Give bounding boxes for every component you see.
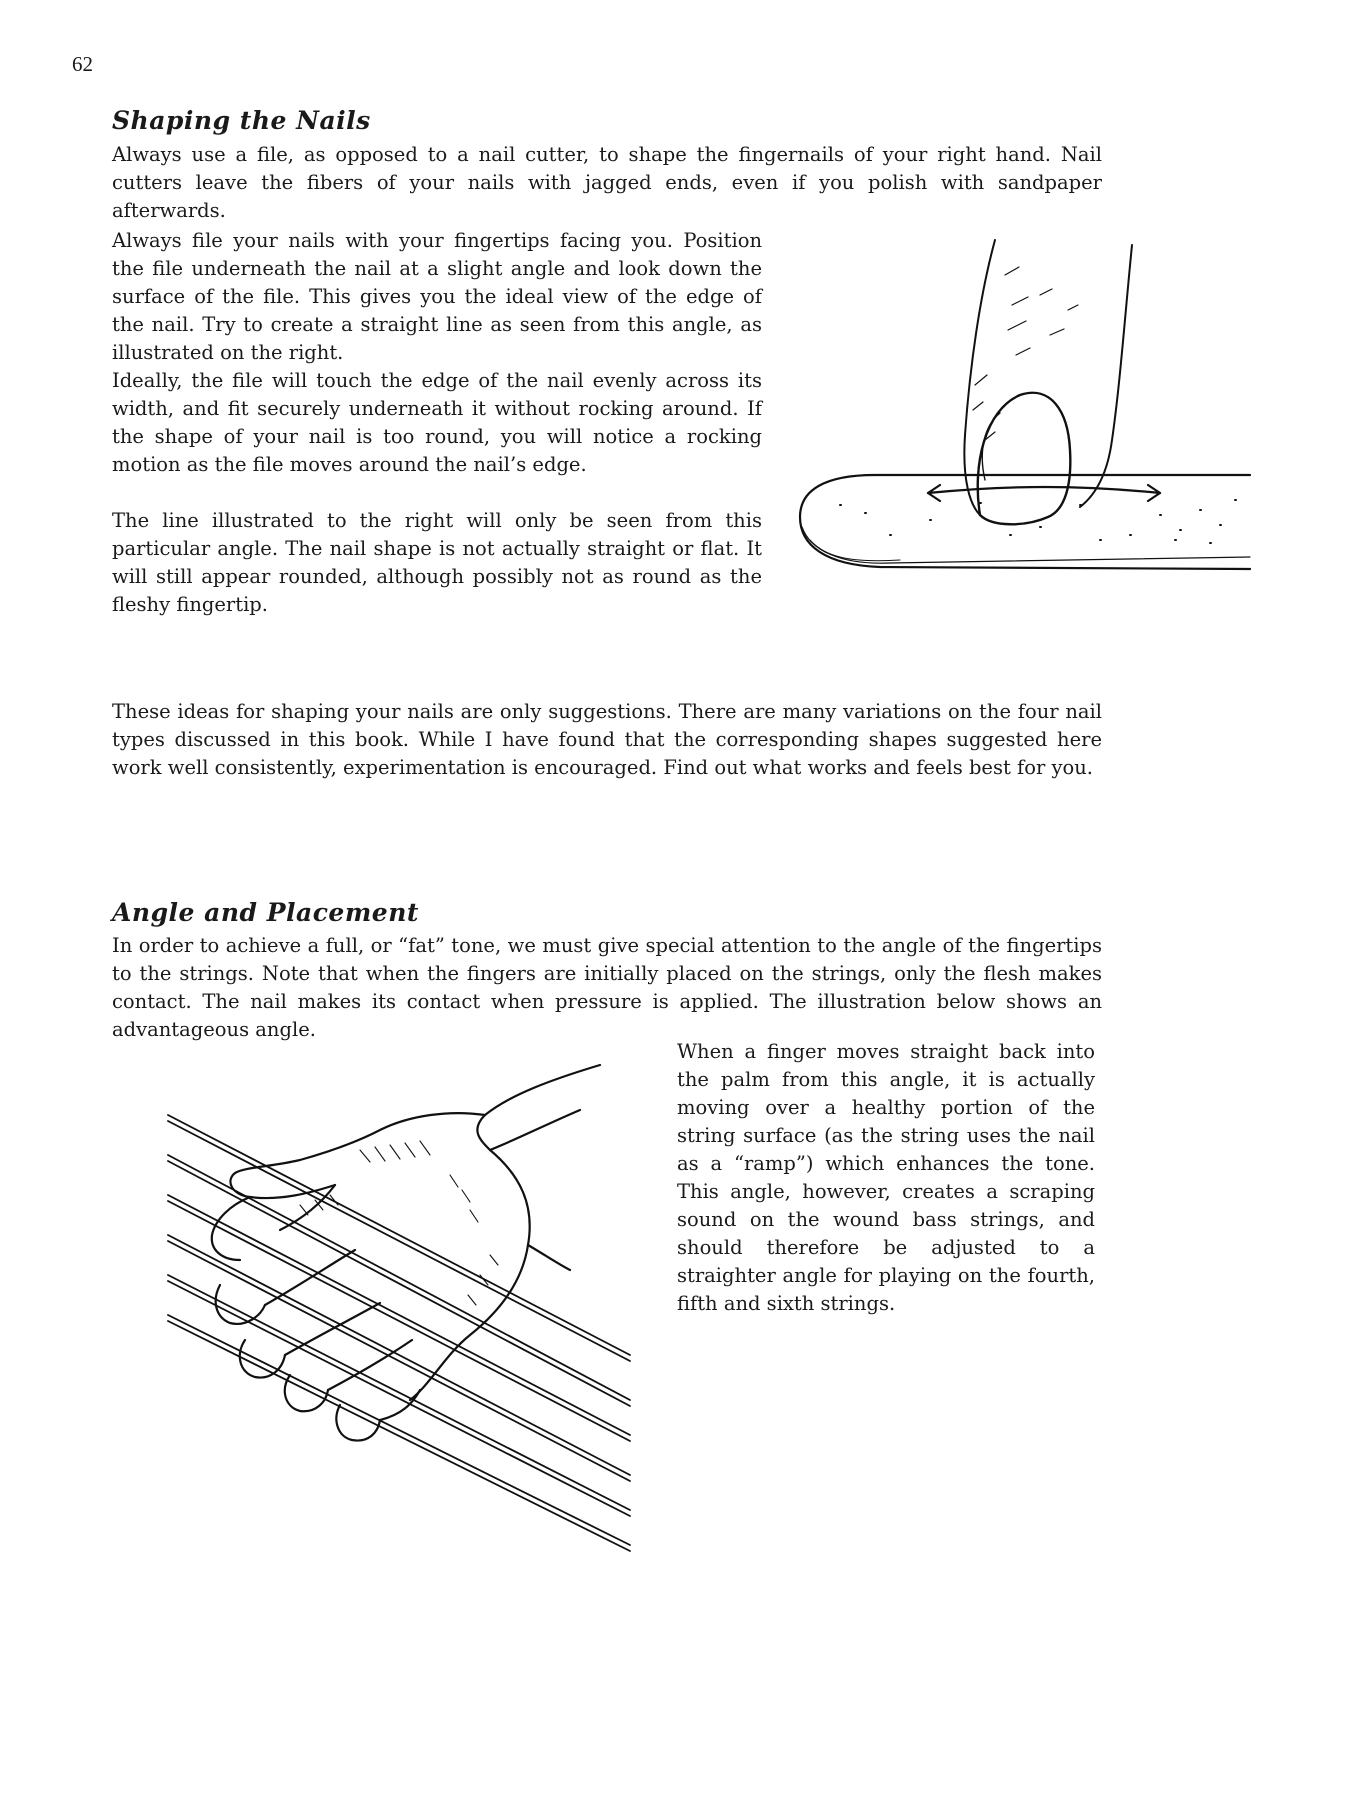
- section-heading-angle-placement: Angle and Placement: [112, 898, 419, 927]
- paragraph-file-position: Always file your nails with your fingertips facing you. Position the file underneath the nail at a slight angle and look down the surface of the file. This gives you the ideal view of the edge of the nail. Try to create a straight line as seen from this angle, as illustrated on the right.: [112, 229, 762, 364]
- paragraph-line-angle: The line illustrated to the right will only be seen from this particular angle. The nail shape is not actually straight or flat. It will still appear rounded, although possibly not as round as the fleshy fingertip.: [112, 509, 762, 616]
- finger-on-nail-file-illustration: [780, 235, 1260, 595]
- page-number: 62: [72, 52, 93, 76]
- paragraph-file-vs-cutter: Always use a file, as opposed to a nail cutter, to shape the fingernails of your right hand. Nail cutters leave the fibers of your nails with jagged ends, even if you polish with sandpaper afterwards.: [112, 143, 1102, 222]
- paragraph-finger-moves: When a finger moves straight back into the palm from this angle, it is actually moving over a healthy portion of the string surface (as the string uses the nail as a “ramp”) which enhances the tone. This angle, however, creates a scraping sound on the wound bass strings, and should therefore be adjusted to a straighter angle for playing on the fourth, fifth and sixth strings.: [677, 1040, 1095, 1315]
- paragraph-suggestions: These ideas for shaping your nails are only suggestions. There are many variations on the four nail types discussed in this book. While I have found that the corresponding shapes suggested here work well consistently, experimentation is encouraged. Find out what works and feels best for you.: [112, 700, 1102, 779]
- section-heading-shaping-nails: Shaping the Nails: [112, 106, 371, 135]
- hand-on-guitar-strings-illustration: [150, 1055, 640, 1555]
- paragraph-file-contact: Ideally, the file will touch the edge of the nail evenly across its width, and fit securely underneath it without rocking around. If the shape of your nail is too round, you will notice a rocking motion as the file moves around the nail’s edge.: [112, 369, 762, 476]
- paragraph-fat-tone: In order to achieve a full, or “fat” tone, we must give special attention to the angle of the fingertips to the strings. Note that when the fingers are initially placed on the strings, only the flesh makes contact. The nail makes its contact when pressure is applied. The illustration below shows an advantageous angle.: [112, 934, 1102, 1041]
